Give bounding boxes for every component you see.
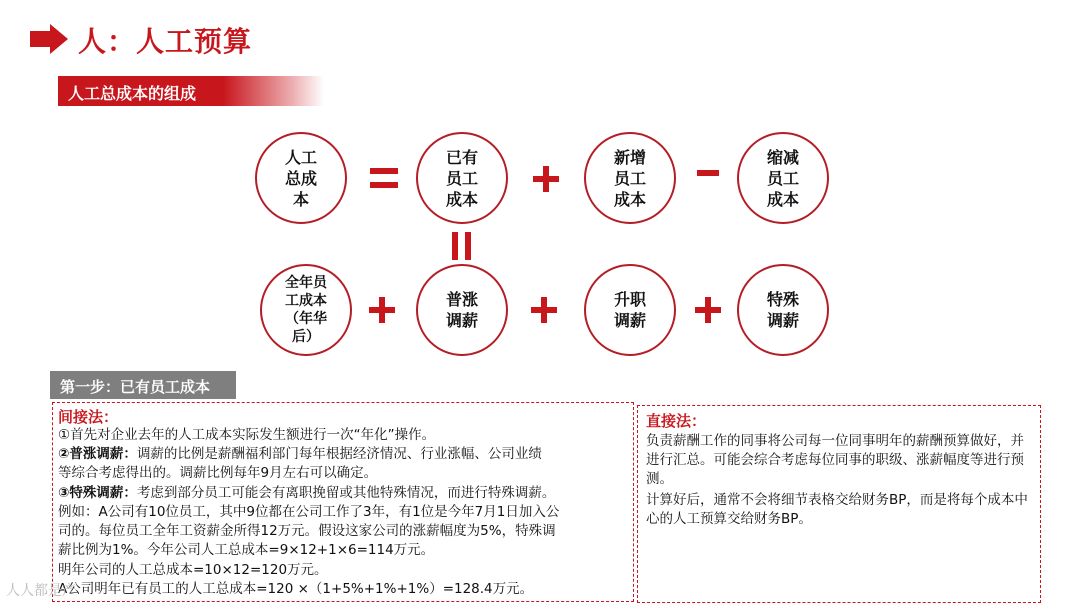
general-raise-term: ②普涨调薪： [58, 446, 137, 462]
section-banner [58, 76, 324, 106]
step-banner [50, 371, 236, 399]
circle-label: 升职 调薪 [613, 290, 646, 330]
plus-operator [695, 297, 721, 323]
minus-operator [697, 170, 719, 178]
circle-general-raise [416, 264, 508, 356]
arrow-icon [30, 24, 68, 54]
plus-operator [533, 166, 559, 192]
circle-label: 已有 员工 成本 [445, 147, 478, 209]
indirect-line: A公司明年已有员工的人工总成本=120 ×（1+5%+1%+1%）=128.4万元。 [58, 581, 534, 597]
section-label: 人工总成本的组成 [68, 84, 197, 103]
special-raise-term: ③特殊调薪： [58, 485, 137, 501]
circle-label: 缩减 员工 成本 [766, 147, 799, 209]
circle-existing-staff-cost [416, 132, 508, 224]
indirect-line: ①首先对企业去年的人工成本实际发生额进行一次“年化”操作。 [58, 427, 436, 443]
indirect-line [58, 484, 555, 502]
plus-operator [369, 297, 395, 323]
indirect-line: 例如：A公司有10位员工，其中9位都在公司工作了3年，有1位是今年7月1日加入公 [58, 504, 560, 520]
indirect-line: 薪比例为1%。今年公司人工总成本=9×12+1×6=114万元。 [58, 542, 435, 558]
circle-label: 特殊 调薪 [766, 290, 799, 330]
circle-promotion-raise [584, 264, 676, 356]
circle-total-labor-cost [255, 132, 347, 224]
indirect-line: 明年公司的人工总成本=10×12=120万元。 [58, 562, 328, 578]
circle-special-raise [737, 264, 829, 356]
equals-operator [370, 168, 398, 190]
circle-label: 新增 员工 成本 [613, 147, 646, 209]
indirect-line: 等综合考虑得出的。调薪比例每年9月左右可以确定。 [58, 465, 378, 481]
circle-annual-staff-cost [260, 264, 352, 356]
circle-new-staff-cost [584, 132, 676, 224]
vertical-equals-operator [452, 232, 472, 260]
watermark: 人人都是产 [6, 583, 76, 599]
plus-operator [531, 297, 557, 323]
indirect-line: 司的。每位员工全年工资薪金所得12万元。假设这家公司的涨薪幅度为5%，特殊调 [58, 523, 556, 539]
circle-label: 人工 总成 本 [284, 147, 317, 209]
indirect-line [58, 445, 542, 463]
page-title: 人：人工预算 [78, 25, 253, 58]
circle-reduced-staff-cost [737, 132, 829, 224]
circle-label: 全年员 工成本 （年华 后） [285, 275, 327, 345]
circle-label: 普涨 调薪 [445, 290, 478, 330]
direct-heading: 直接法： [646, 412, 707, 430]
direct-paragraph: 负责薪酬工作的同事将公司每一位同事明年的薪酬预算做好，并进行汇总。可能会综合考虑每位同事的职级、涨薪幅度等进行预测。 [646, 433, 1024, 487]
step-label: 第一步：已有员工成本 [60, 378, 211, 396]
indirect-line-text: 考虑到部分员工可能会有离职挽留或其他特殊情况，而进行特殊调薪。 [136, 485, 556, 501]
direct-paragraph: 计算好后，通常不会将细节表格交给财务BP，而是将每个成本中心的人工预算交给财务BP。 [646, 492, 1028, 527]
indirect-heading: 间接法： [58, 408, 119, 426]
indirect-line-text: 调薪的比例是薪酬福利部门每年根据经济情况、行业涨幅、公司业绩 [136, 446, 542, 462]
